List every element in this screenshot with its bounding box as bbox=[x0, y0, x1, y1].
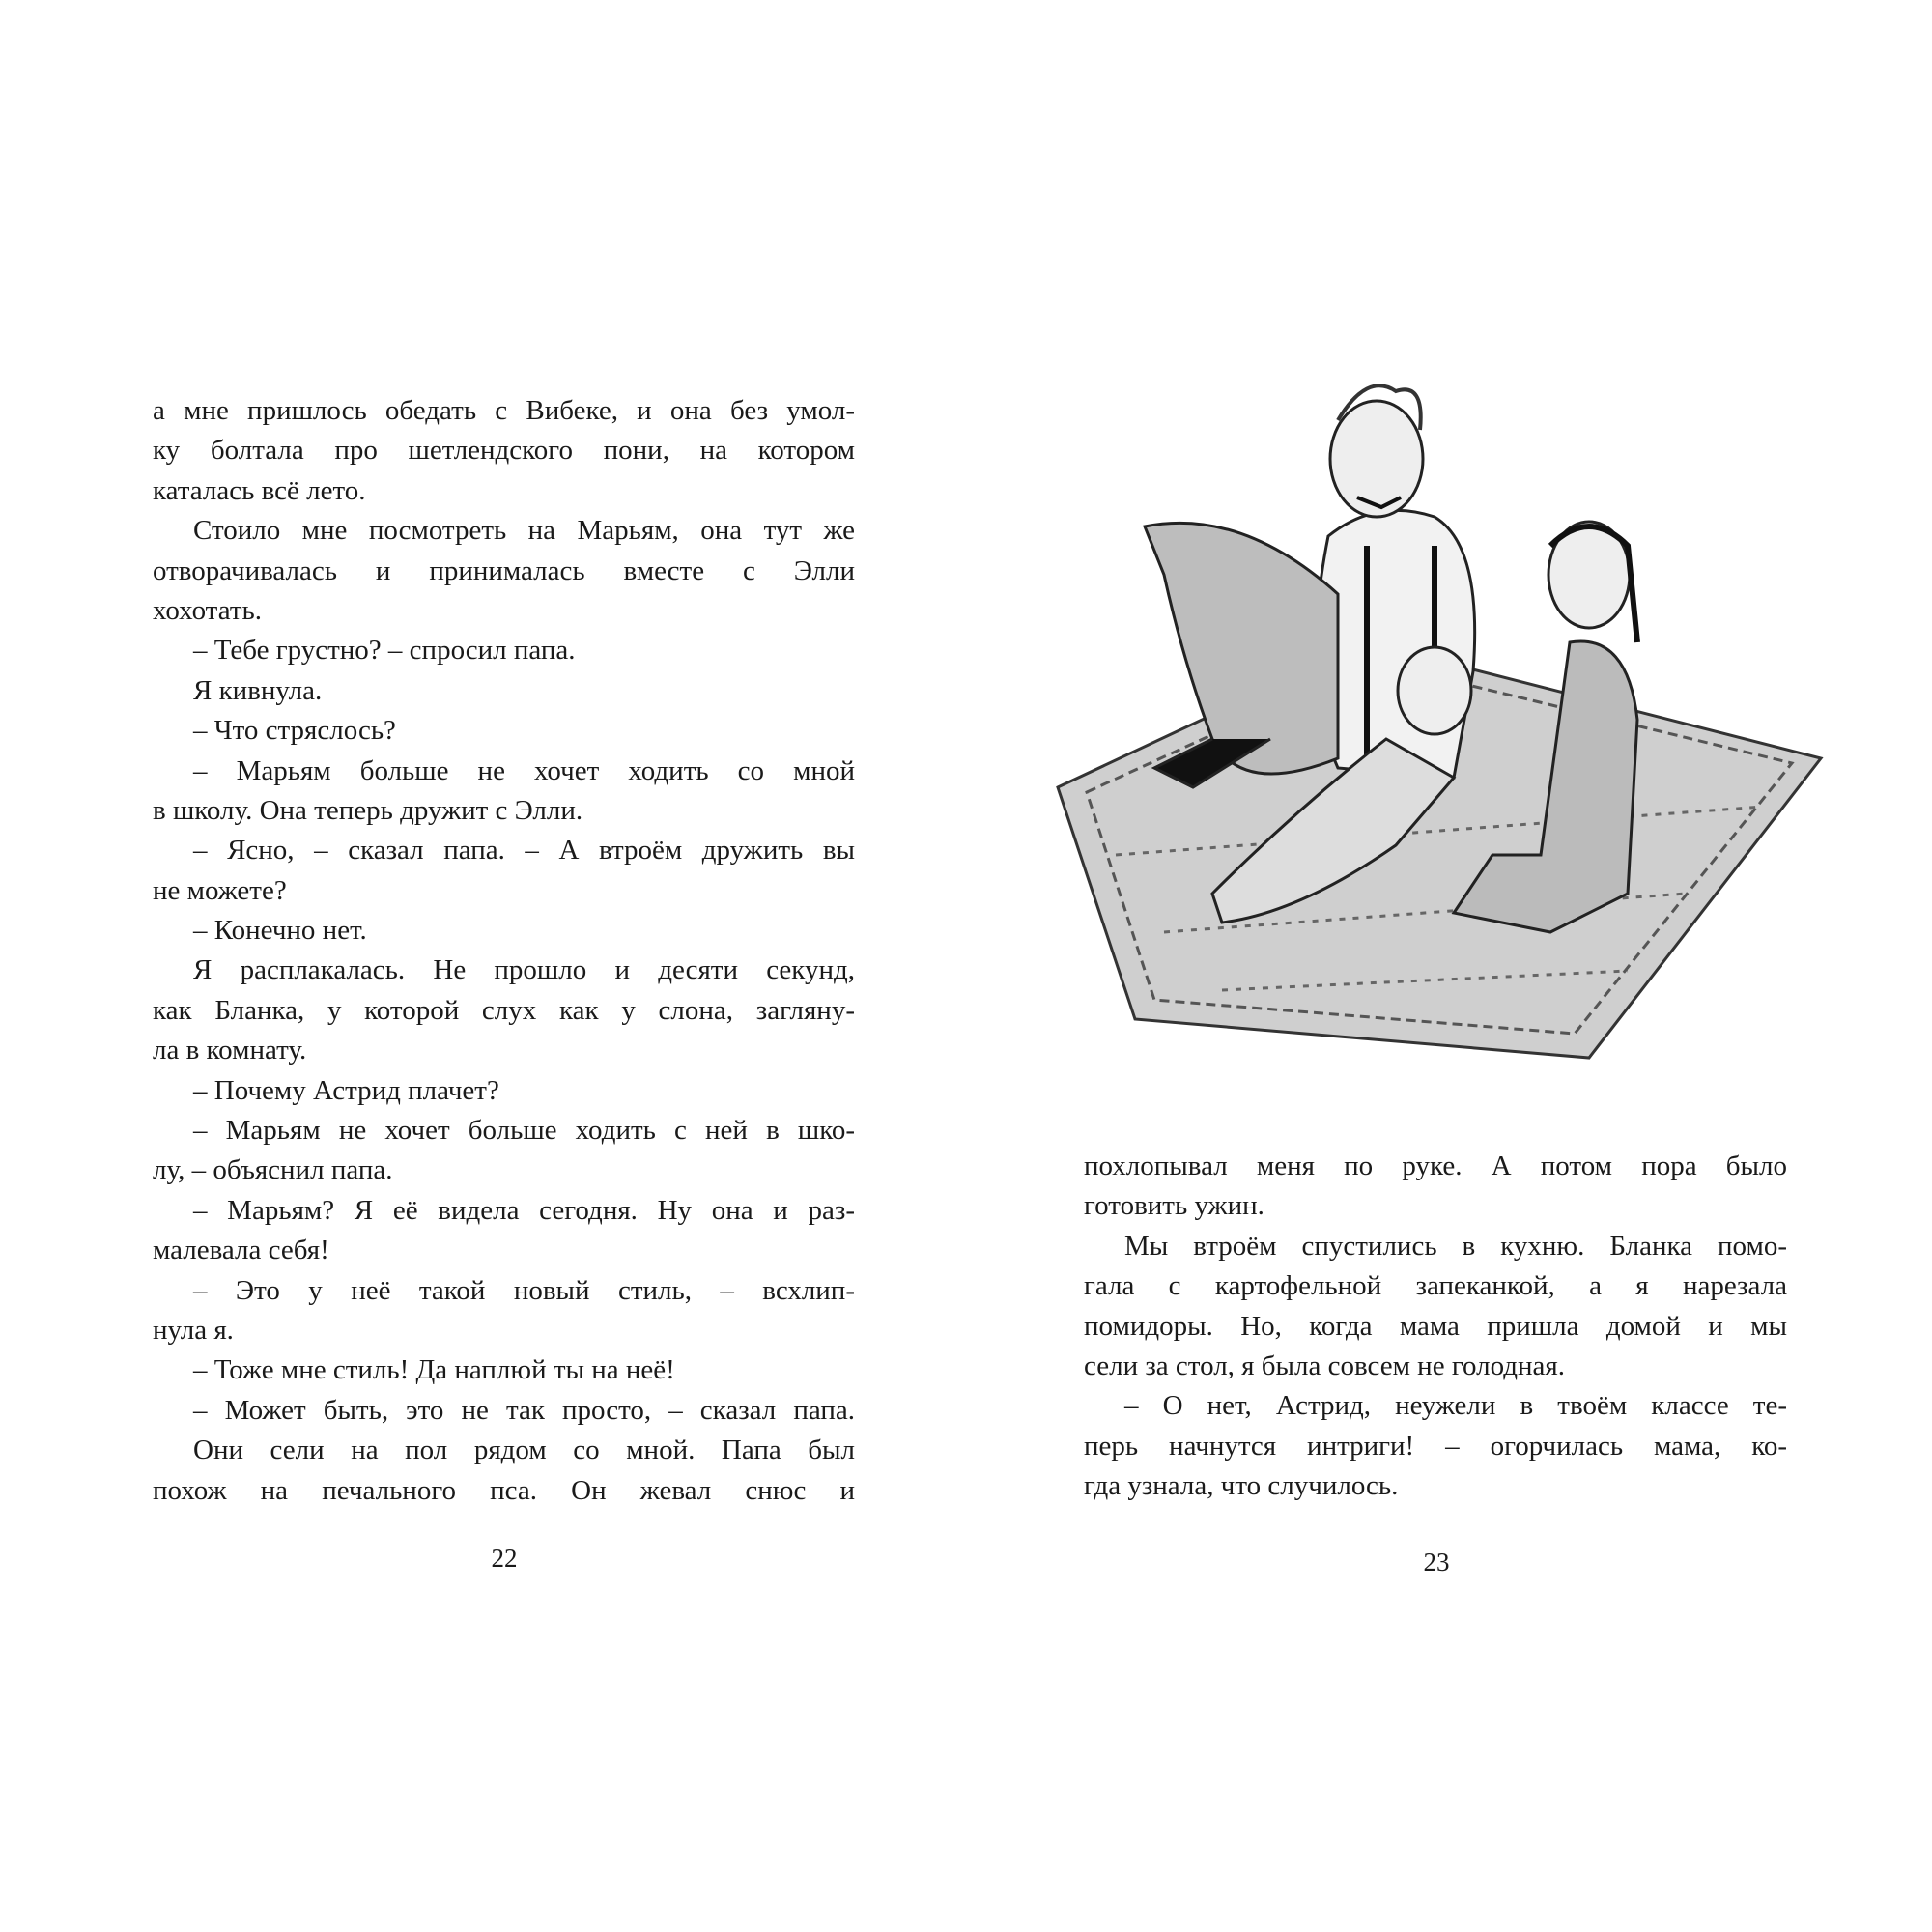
text-line: гала с картофельной запеканкой, а я нарезала bbox=[1084, 1270, 1787, 1302]
text-line: Они сели на пол рядом со мной. Папа был bbox=[193, 1435, 855, 1466]
text-line: помидоры. Но, когда мама пришла домой и мы bbox=[1084, 1310, 1787, 1342]
text-line: как Бланка, у которой слух как у слона, загляну- bbox=[153, 994, 855, 1026]
text-line: – Марьям больше не хочет ходить со мной bbox=[193, 754, 855, 786]
text-line: – Ясно, – сказал папа. – А втроём дружить вы bbox=[193, 835, 855, 867]
text-line: готовить ужин. bbox=[1084, 1190, 1264, 1222]
text-line: а мне пришлось обедать с Вибеке, и она без умол- bbox=[153, 395, 855, 426]
text-line: каталась всё лето. bbox=[153, 474, 366, 506]
father-figure bbox=[1316, 510, 1475, 778]
text-line: похлопывал меня по руке. А потом пора было bbox=[1084, 1151, 1787, 1181]
text-line: – Может быть, это не так просто, – сказал папа. bbox=[193, 1394, 855, 1426]
text-line: Я расплакалась. Не прошло и десяти секунд, bbox=[193, 954, 855, 986]
text-line: Я кивнула. bbox=[193, 674, 323, 706]
page-number-right: 23 bbox=[1423, 1548, 1450, 1577]
text-line: не можете? bbox=[153, 874, 287, 906]
text-line: ку болтала про шетлендского пони, на котором bbox=[153, 435, 855, 467]
text-line: сели за стол, я была совсем не голодная. bbox=[1084, 1350, 1565, 1381]
text-line: в школу. Она теперь дружит с Элли. bbox=[153, 794, 583, 826]
text-line: гда узнала, что случилось. bbox=[1084, 1470, 1399, 1502]
text-line: – Марьям не хочет больше ходить с ней в шко- bbox=[193, 1115, 855, 1147]
right-page-text bbox=[1084, 1147, 1787, 1507]
text-line: – Тоже мне стиль! Да наплюй ты на неё! bbox=[193, 1354, 675, 1386]
text-line: малевала себя! bbox=[153, 1235, 329, 1266]
text-line: – Почему Астрид плачет? bbox=[193, 1074, 499, 1106]
text-line: – Это у неё такой новый стиль, – всхлип- bbox=[193, 1274, 855, 1306]
text-line: лу, – объяснил папа. bbox=[153, 1154, 393, 1186]
text-line: нула я. bbox=[153, 1314, 234, 1346]
left-page-text bbox=[153, 391, 855, 1511]
illustration-family-on-rug bbox=[1048, 353, 1831, 1111]
text-line: – Марьям? Я её видела сегодня. Ну она и раз- bbox=[193, 1194, 855, 1226]
text-line: Стоило мне посмотреть на Марьям, она тут же bbox=[193, 515, 855, 547]
text-line: перь начнутся интриги! – огорчилась мама, ко- bbox=[1084, 1430, 1787, 1462]
page-number-left: 22 bbox=[491, 1544, 518, 1573]
text-line: – Тебе грустно? – спросил папа. bbox=[193, 635, 576, 667]
text-line: похож на печального пса. Он жевал снюс и bbox=[153, 1474, 855, 1506]
text-line: – Что стряслось? bbox=[193, 715, 396, 747]
text-line: ла в комнату. bbox=[153, 1035, 307, 1066]
text-line: – О нет, Астрид, неужели в твоём классе те- bbox=[1124, 1390, 1787, 1422]
text-line: – Конечно нет. bbox=[193, 915, 367, 947]
text-line: Мы втроём спустились в кухню. Бланка помо- bbox=[1124, 1230, 1787, 1262]
text-line: отворачивалась и принималась вместе с Элли bbox=[153, 554, 855, 586]
text-line: хохотать. bbox=[153, 594, 262, 626]
